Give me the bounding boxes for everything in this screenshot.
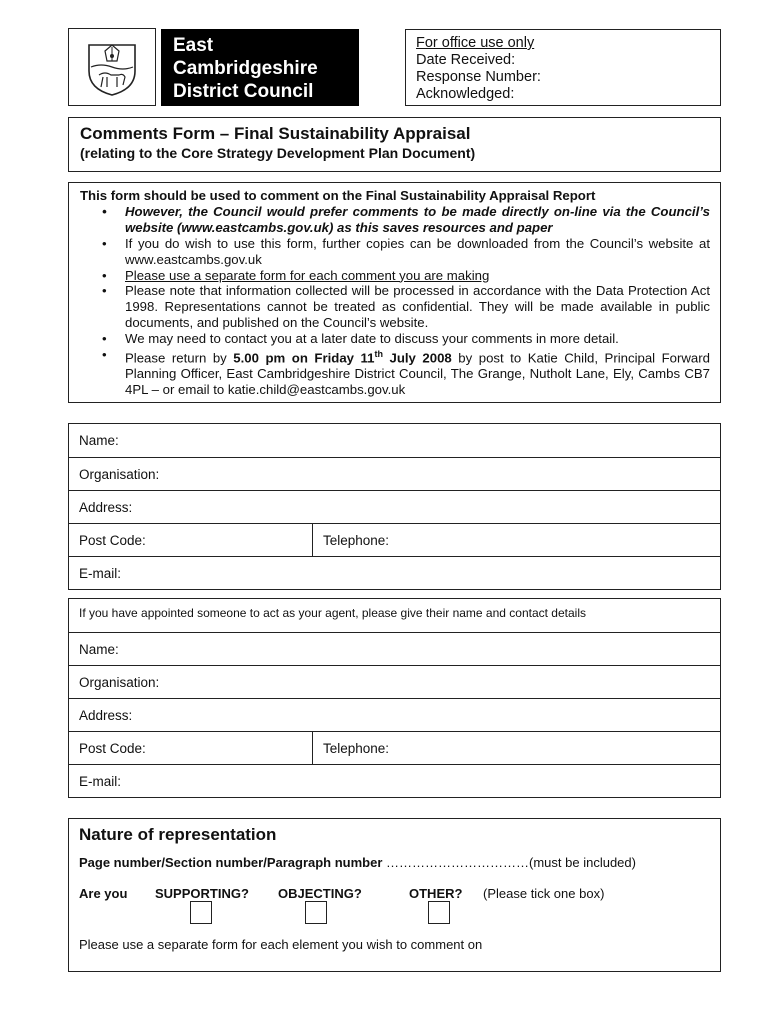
agent-name-label: Name: bbox=[79, 642, 119, 657]
contact-organisation-label: Organisation: bbox=[79, 467, 160, 482]
agent-postcode-label: Post Code: bbox=[79, 741, 146, 756]
agent-name-field[interactable] bbox=[69, 632, 720, 665]
return-deadline-a: 5.00 pm on Friday 11 bbox=[233, 350, 375, 366]
return-deadline-sup: th bbox=[374, 349, 383, 360]
agent-organisation-label: Organisation: bbox=[79, 675, 160, 690]
form-title-box bbox=[68, 117, 721, 172]
agent-address-label: Address: bbox=[79, 708, 133, 723]
instructions-box bbox=[68, 182, 721, 403]
are-you-label: Are you bbox=[79, 886, 128, 901]
agent-email-label: E-mail: bbox=[79, 774, 122, 789]
contact-name-field[interactable] bbox=[69, 424, 720, 457]
agent-organisation-field[interactable] bbox=[69, 665, 720, 698]
tick-note: (Please tick one box) bbox=[483, 886, 605, 901]
contact-postcode-telephone-row bbox=[69, 523, 720, 556]
page-number-dots: ……………………………(must be included) bbox=[382, 855, 636, 870]
supporting-label: SUPPORTING? bbox=[155, 886, 249, 901]
nature-title: Nature of representation bbox=[79, 825, 277, 844]
contact-address-field[interactable] bbox=[69, 490, 720, 523]
council-name-line-1: East bbox=[173, 35, 214, 56]
contact-telephone-field[interactable] bbox=[313, 524, 720, 556]
council-name-line-3: District Council bbox=[173, 81, 314, 102]
council-crest-icon bbox=[77, 41, 147, 97]
other-label: OTHER? bbox=[409, 886, 463, 901]
contact-postcode-field[interactable] bbox=[69, 524, 313, 556]
contact-email-field[interactable] bbox=[69, 556, 720, 589]
agent-details-table bbox=[68, 598, 721, 798]
office-use-box bbox=[405, 29, 721, 106]
council-logo-box bbox=[68, 28, 156, 106]
page-number-line bbox=[79, 855, 636, 870]
instruction-online: • However, the Council would prefer comments to be made directly on-line via the Council’s website (www.eastcambs.gov.uk) as this saves resources and paper bbox=[80, 204, 710, 236]
contact-details-table bbox=[68, 423, 721, 590]
agent-postcode-telephone-row bbox=[69, 731, 720, 764]
council-name-line-2: Cambridgeshire bbox=[173, 58, 318, 79]
date-received-label: Date Received: bbox=[416, 52, 516, 68]
supporting-checkbox[interactable] bbox=[190, 901, 212, 924]
instruction-download: • If you do wish to use this form, further copies can be downloaded from the Council’s website at www.eastcambs.gov.uk bbox=[80, 236, 710, 268]
instruction-data-protection: • Please note that information collected will be processed in accordance with the Data Protection Act 1998. Representations cannot be treated as confidential. They will be made available in public documents, and published on the Council’s website. bbox=[80, 283, 710, 331]
contact-email-label: E-mail: bbox=[79, 566, 122, 581]
instructions-list bbox=[80, 204, 710, 398]
agent-note bbox=[69, 599, 720, 632]
agent-note-text: If you have appointed someone to act as your agent, please give their name and contact details bbox=[79, 606, 586, 620]
instruction-contact: • We may need to contact you at a later date to discuss your comments in more detail. bbox=[80, 331, 710, 347]
response-number-label: Response Number: bbox=[416, 69, 541, 85]
acknowledged-label: Acknowledged: bbox=[416, 86, 515, 102]
agent-telephone-label: Telephone: bbox=[323, 741, 390, 756]
return-post: by post to Katie Child, Principal Forward Planning Officer, East Cambridgeshire District Council, The Grange, Nutholt Lane, Ely, Cambs CB7 4PL – or email to katie.child@eastcambs.gov.uk bbox=[125, 350, 710, 398]
agent-postcode-field[interactable] bbox=[69, 732, 313, 764]
return-pre: Please return by bbox=[125, 350, 234, 366]
page-number-label: Page number/Section number/Paragraph number bbox=[79, 855, 383, 870]
contact-telephone-label: Telephone: bbox=[323, 533, 390, 548]
form-subtitle: (relating to the Core Strategy Development Plan Document) bbox=[80, 145, 476, 161]
contact-name-label: Name: bbox=[79, 433, 119, 448]
objecting-label: OBJECTING? bbox=[278, 886, 362, 901]
instruction-separate-form-text: Please use a separate form for each comment you are making bbox=[125, 267, 490, 283]
office-use-heading: For office use only bbox=[416, 35, 535, 51]
agent-email-field[interactable] bbox=[69, 764, 720, 797]
nature-footer-note: Please use a separate form for each element you wish to comment on bbox=[79, 937, 483, 952]
instructions-intro: This form should be used to comment on the Final Sustainability Appraisal Report bbox=[80, 188, 596, 203]
other-checkbox[interactable] bbox=[428, 901, 450, 924]
council-name-banner bbox=[161, 29, 359, 106]
nature-of-representation-box bbox=[68, 818, 721, 972]
agent-address-field[interactable] bbox=[69, 698, 720, 731]
instruction-return bbox=[80, 347, 710, 398]
form-title: Comments Form – Final Sustainability Appraisal bbox=[80, 124, 471, 143]
contact-address-label: Address: bbox=[79, 500, 133, 515]
agent-telephone-field[interactable] bbox=[313, 732, 720, 764]
contact-organisation-field[interactable] bbox=[69, 457, 720, 490]
return-deadline-b: July 2008 bbox=[382, 350, 452, 366]
objecting-checkbox[interactable] bbox=[305, 901, 327, 924]
contact-postcode-label: Post Code: bbox=[79, 533, 146, 548]
instruction-separate-form bbox=[80, 268, 710, 284]
